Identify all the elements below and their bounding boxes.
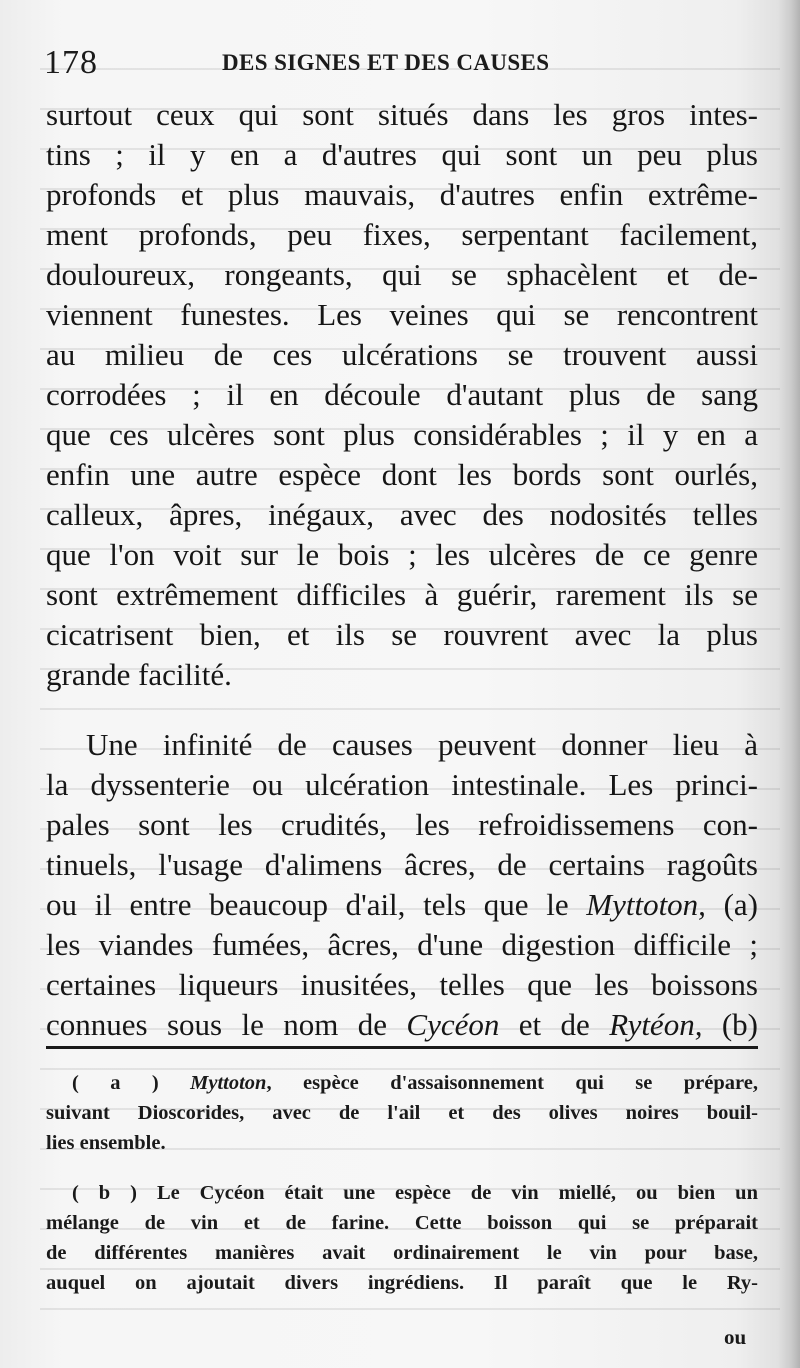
footnote-text: , espèce d'assaisonnement qui se prépare, <box>266 1072 758 1094</box>
footnote-marker: ( a ) <box>72 1072 191 1094</box>
body-line: viennent funestes. Les veines qui se rencontrent <box>46 297 758 332</box>
footnote-line: auquel on ajoutait divers ingrédiens. Il paraît que le Ry- <box>46 1272 758 1294</box>
footnote-line: ( b ) Le Cycéon était une espèce de vin miellé, ou bien un <box>72 1182 758 1204</box>
footnote-line <box>72 1068 758 1098</box>
italic-term: Myttoton, <box>586 887 706 922</box>
body-line: que ces ulcères sont plus considérables ; il y en a <box>46 417 758 452</box>
body-line: certaines liqueurs inusitées, telles que les boissons <box>46 967 758 1002</box>
catchword: ou <box>724 1325 747 1349</box>
body-line: pales sont les crudités, les refroidissemens con- <box>46 807 758 842</box>
body-text: connues sous le nom de <box>46 1007 407 1042</box>
body-line: surtout ceux qui sont situés dans les gros intes- <box>46 97 758 132</box>
italic-term: Rytéon, <box>609 1007 703 1042</box>
body-line: grande facilité. <box>46 657 232 692</box>
footnote-term: Myttoton <box>190 1072 267 1094</box>
body-line: tins ; il y en a d'autres qui sont un peu plus <box>46 137 758 172</box>
footnote-ref: (a) <box>705 887 759 922</box>
footnote-ref: (b) <box>702 1007 758 1042</box>
running-head <box>44 44 764 84</box>
body-line: la dyssenterie ou ulcération intestinale. Les princi- <box>46 767 758 802</box>
body-line: cicatrisent bien, et ils se rouvrent avec la plus <box>46 617 758 652</box>
body-line: corrodées ; il en découle d'autant plus de sang <box>46 377 758 412</box>
footnote-line: de différentes manières avait ordinairement le vin pour base, <box>46 1242 758 1264</box>
body-line <box>46 886 758 924</box>
footnote-line: suivant Dioscorides, avec de l'ail et des olives noires bouil- <box>46 1102 758 1124</box>
italic-term: Cycéon <box>406 1007 500 1042</box>
body-line-indented: Une infinité de causes peuvent donner lieu à <box>86 727 758 762</box>
body-text: et de <box>499 1007 610 1042</box>
page-number: 178 <box>44 44 98 81</box>
body-line: enfin une autre espèce dont les bords sont ourlés, <box>46 457 758 492</box>
page-edge-shadow <box>778 0 800 1368</box>
running-title: DES SIGNES ET DES CAUSES <box>222 50 550 75</box>
footnote-line: mélange de vin et de farine. Cette boisson qui se préparait <box>46 1212 758 1234</box>
body-line: au milieu de ces ulcérations se trouvent aussi <box>46 337 758 372</box>
body-line: que l'on voit sur le bois ; les ulcères de ce genre <box>46 537 758 572</box>
body-line: tinuels, l'usage d'alimens âcres, de certains ragoûts <box>46 847 758 882</box>
body-line: profonds et plus mauvais, d'autres enfin extrême- <box>46 177 758 212</box>
body-line: calleux, âpres, inégaux, avec des nodosités telles <box>46 497 758 532</box>
body-line: sont extrêmement difficiles à guérir, rarement ils se <box>46 577 758 612</box>
footnote-line: lies ensemble. <box>46 1132 166 1154</box>
body-line: ment profonds, peu fixes, serpentant facilement, <box>46 217 758 252</box>
body-line <box>46 1006 758 1044</box>
body-text: ou il entre beaucoup d'ail, tels que le <box>46 887 587 922</box>
body-line: douloureux, rongeants, qui se sphacèlent et de- <box>46 257 758 292</box>
footnote-rule <box>46 1046 758 1049</box>
body-line: les viandes fumées, âcres, d'une digestion difficile ; <box>46 927 758 962</box>
